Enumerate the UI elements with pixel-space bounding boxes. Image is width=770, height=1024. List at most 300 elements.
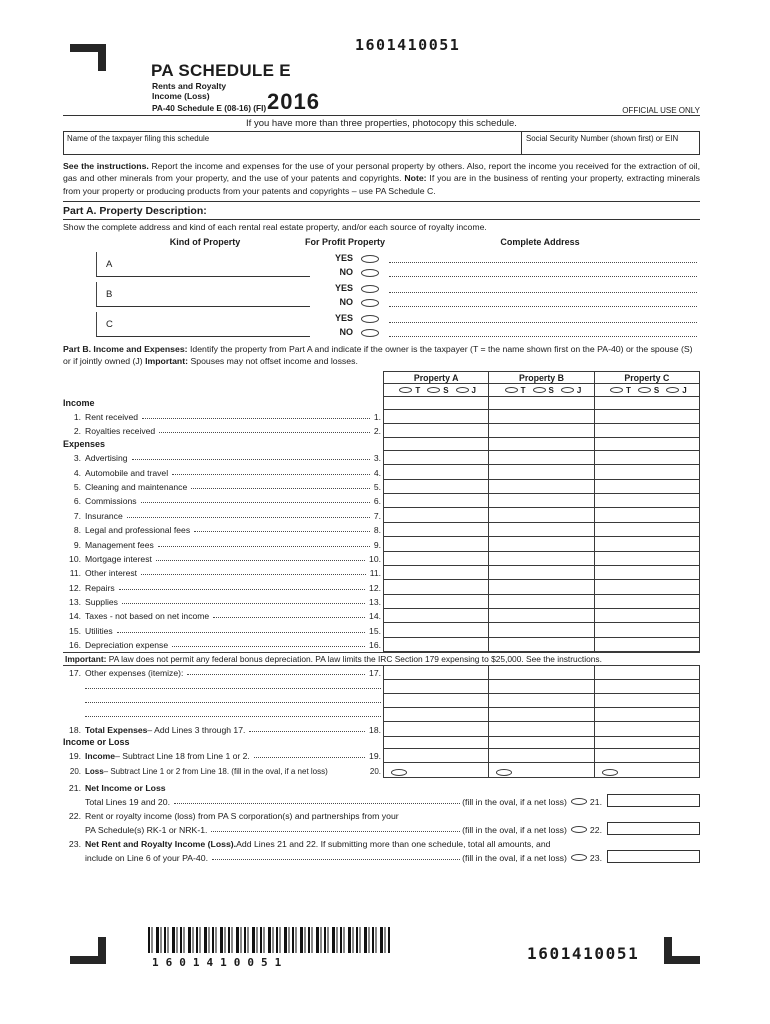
property-letter: C — [106, 318, 113, 330]
line-label: Legal and professional fees — [85, 525, 191, 536]
summary-lines — [63, 780, 700, 864]
property-b-header — [488, 371, 593, 384]
property-row-b — [63, 280, 700, 310]
property-a-label: Property A — [413, 372, 459, 383]
part-b-desc2-post: Spouses may not offset income and losses. — [188, 355, 358, 366]
amount-cell-property-a[interactable] — [383, 480, 488, 494]
property-columns-header-row — [63, 371, 700, 384]
line-number: 1. — [73, 411, 81, 422]
amount-cell-property-c[interactable] — [594, 749, 700, 763]
line-9-row — [63, 537, 700, 551]
line-19-row — [63, 749, 700, 763]
income-or-loss-section-row — [63, 737, 700, 750]
line-7-row — [63, 508, 700, 522]
line-number: 20. — [69, 766, 81, 776]
property-c-label: Property C — [624, 372, 670, 383]
line-23-entry-row — [63, 849, 700, 864]
line-number-trail: 21. — [589, 797, 602, 807]
column-header-complete-address: Complete Address — [500, 237, 580, 247]
amount-cell-property-a[interactable] — [383, 552, 488, 566]
amount-cell-property-a[interactable] — [383, 580, 488, 594]
property-letter: B — [106, 288, 113, 300]
line21-amount-box[interactable] — [607, 794, 700, 807]
owner-s-oval[interactable] — [638, 387, 651, 393]
amount-cell-property-a[interactable] — [383, 595, 488, 609]
line-5-row — [63, 480, 700, 494]
line-10-row — [63, 552, 700, 566]
amount-cell-property-b[interactable] — [488, 595, 593, 609]
line-label: Supplies — [85, 597, 118, 608]
line-number-trail: 16. — [369, 640, 381, 651]
amount-cell-property-a[interactable] — [383, 680, 488, 694]
line-label: Insurance — [85, 510, 123, 521]
line-number-trail: 22. — [589, 825, 602, 835]
line-number: 19. — [69, 751, 81, 762]
owner-t-oval[interactable] — [505, 387, 518, 393]
line-label: Management fees — [85, 539, 154, 550]
line-label: Cleaning and maintenance — [85, 481, 188, 492]
line-label: – Subtract Line 1 or 2 from Line 18. (fill in the oval, if a net loss) — [103, 766, 328, 776]
amount-cell-property-a[interactable] — [383, 638, 488, 652]
expenses-section-row — [63, 438, 700, 451]
line-number-trail: 3. — [373, 453, 381, 464]
amount-cell-property-b[interactable] — [488, 552, 593, 566]
net-loss-oval[interactable] — [602, 769, 618, 776]
part-a-rows — [63, 250, 700, 340]
line23-netloss-oval[interactable] — [571, 854, 587, 861]
official-use-only-label: OFFICIAL USE ONLY — [622, 106, 700, 115]
amount-cell-property-b[interactable] — [488, 580, 593, 594]
line-18-row — [63, 722, 700, 736]
barcode-number: 1601410051 — [152, 956, 289, 969]
dotted-leader — [119, 589, 365, 590]
form-title: PA SCHEDULE E — [151, 61, 291, 80]
owner-j-oval[interactable] — [456, 387, 469, 393]
amount-cell-property-c[interactable] — [594, 708, 700, 722]
line-number: 10. — [69, 553, 81, 564]
dotted-leader — [172, 646, 365, 647]
amount-cell-property-a[interactable] — [383, 537, 488, 551]
line-number-trail: 12. — [369, 582, 381, 593]
fill-oval-note: (fill in the oval, if a net loss) — [462, 853, 567, 863]
line-number: 6. — [73, 496, 81, 507]
part-a-description: Show the complete address and kind of each rental real estate property, and/or each source of royalty income. — [63, 222, 487, 232]
line-number: 13. — [69, 597, 81, 608]
profit-no-oval[interactable] — [361, 329, 379, 337]
amount-cell-property-c[interactable] — [594, 508, 700, 522]
line-12-row — [63, 580, 700, 594]
line-label: Other expenses (itemize): — [85, 668, 184, 679]
amount-cell-property-c[interactable] — [594, 451, 700, 465]
amount-cell-property-a[interactable] — [383, 763, 488, 777]
amount-cell-property-b[interactable] — [488, 451, 593, 465]
line-number-trail: 1. — [373, 411, 381, 422]
line-11-row — [63, 566, 700, 580]
kind-of-property-field-b[interactable] — [96, 282, 310, 307]
bonus-depreciation-note — [63, 652, 700, 666]
amount-cell-property-b[interactable] — [488, 508, 593, 522]
amount-cell-property-a[interactable] — [383, 566, 488, 580]
line-3-row — [63, 451, 700, 465]
dotted-leader — [117, 632, 365, 633]
amount-cell-property-b[interactable] — [488, 480, 593, 494]
line-14-row — [63, 609, 700, 623]
line-label: Royalties received — [85, 426, 156, 437]
owner-t-label: T — [415, 385, 421, 395]
column-header-for-profit-property: For Profit Property — [304, 237, 385, 247]
owner-select-row — [63, 384, 700, 397]
amount-cell-property-b[interactable] — [488, 609, 593, 623]
net-loss-oval[interactable] — [496, 769, 512, 776]
no-label: NO — [339, 297, 353, 307]
form-subtitle-line1: Rents and Royalty — [152, 81, 227, 91]
kind-of-property-field-a[interactable] — [96, 252, 310, 277]
owner-j-label: J — [682, 385, 687, 395]
amount-cell-property-b[interactable] — [488, 465, 593, 479]
line-number-trail: 17. — [369, 668, 381, 679]
line-number-trail: 8. — [373, 525, 381, 536]
amount-cell-property-a[interactable] — [383, 465, 488, 479]
dotted-leader — [254, 757, 365, 758]
amount-cell-property-c[interactable] — [594, 480, 700, 494]
part-b-heading: Part B. Income and Expenses: — [63, 344, 188, 354]
amount-cell-property-a[interactable] — [383, 451, 488, 465]
line21-netloss-oval[interactable] — [571, 798, 587, 805]
amount-cell-property-a[interactable] — [383, 708, 488, 722]
amount-cell-property-c[interactable] — [594, 722, 700, 736]
line-label-bold: Total Expenses — [85, 724, 148, 735]
amount-cell-property-b[interactable] — [488, 708, 593, 722]
line-label: Depreciation expense — [85, 640, 169, 651]
line23-amount-box[interactable] — [607, 850, 700, 863]
line-1-row — [63, 410, 700, 424]
dotted-leader — [191, 488, 370, 489]
line-21-text: Total Lines 19 and 20. — [85, 797, 171, 807]
grid-cell — [383, 397, 488, 410]
amount-cell-property-a[interactable] — [383, 666, 488, 680]
line22-netloss-oval[interactable] — [571, 826, 587, 833]
amount-cell-property-a[interactable] — [383, 494, 488, 508]
line-number-trail: 23. — [589, 853, 602, 863]
amount-cell-property-a[interactable] — [383, 749, 488, 763]
amount-cell-property-c[interactable] — [594, 494, 700, 508]
itemize-entry-line[interactable] — [85, 702, 381, 703]
registration-mark-bottom-left — [70, 937, 106, 964]
amount-cell-property-c[interactable] — [594, 763, 700, 777]
amount-cell-property-c[interactable] — [594, 609, 700, 623]
amount-cell-property-c[interactable] — [594, 410, 700, 424]
photocopy-note: If you have more than three properties, photocopy this schedule. — [246, 118, 517, 129]
fill-oval-note: (fill in the oval, if a net loss) — [462, 825, 567, 835]
amount-cell-property-b[interactable] — [488, 680, 593, 694]
dotted-leader — [212, 859, 460, 860]
amount-cell-property-b[interactable] — [488, 694, 593, 708]
address-line[interactable] — [389, 283, 697, 293]
amount-cell-property-b[interactable] — [488, 623, 593, 637]
instructions-paragraph — [63, 157, 700, 202]
owner-j-oval[interactable] — [666, 387, 679, 393]
taxpayer-name-field[interactable] — [64, 132, 521, 154]
line-number: 4. — [73, 467, 81, 478]
dotted-leader — [158, 546, 370, 547]
line-number-trail: 7. — [373, 510, 381, 521]
line-20-row — [63, 763, 700, 777]
part-b-intro-line2 — [63, 356, 700, 368]
line-23-text2: include on Line 6 of your PA-40. — [85, 853, 208, 863]
itemize-blank-row — [63, 680, 700, 694]
line-21-entry-row — [63, 793, 700, 808]
owner-j-label: J — [471, 385, 476, 395]
net-loss-oval[interactable] — [391, 769, 407, 776]
amount-cell-property-b[interactable] — [488, 749, 593, 763]
line-number-trail: 6. — [373, 496, 381, 507]
form-number-top: 1601410051 — [355, 36, 461, 54]
owner-select-property-a — [383, 384, 488, 397]
line-number: 7. — [73, 510, 81, 521]
amount-cell-property-a[interactable] — [383, 609, 488, 623]
taxpayer-name-label: Name of the taxpayer filing this schedule — [67, 134, 210, 143]
instructions-body2: If you are in the business of renting your property, extracting minerals from your property or producing products from your patents and copyrights – use PA Schedule C. — [63, 173, 700, 196]
line-4-row — [63, 465, 700, 479]
expenses-section-label: Expenses — [63, 438, 106, 449]
grid-cell — [488, 737, 593, 750]
line-21-title: Net Income or Loss — [85, 783, 166, 793]
profit-yes-oval[interactable] — [361, 285, 379, 293]
dotted-leader — [156, 560, 365, 561]
part-b-intro — [63, 344, 700, 367]
line-label: Advertising — [85, 453, 128, 464]
line-number: 12. — [69, 582, 81, 593]
profit-yes-oval[interactable] — [361, 255, 379, 263]
owner-select-property-c — [594, 384, 700, 397]
instructions-note-label: Note: — [404, 173, 427, 184]
line-number: 22. — [68, 811, 81, 821]
line-number-trail: 10. — [369, 553, 381, 564]
owner-s-oval[interactable] — [533, 387, 546, 393]
amount-cell-property-b[interactable] — [488, 763, 593, 777]
property-row-a — [63, 250, 700, 280]
registration-mark-bottom-right — [664, 937, 700, 964]
form-id: PA-40 Schedule E (08-16) (FI) — [152, 103, 267, 113]
income-or-loss-section-label: Income or Loss — [63, 737, 130, 748]
line-label: – Add Lines 3 through 17. — [147, 724, 246, 735]
line-label-bold: Loss — [85, 766, 104, 776]
dotted-leader — [211, 831, 460, 832]
amount-cell-property-b[interactable] — [488, 666, 593, 680]
amount-cell-property-a[interactable] — [383, 424, 488, 438]
amount-cell-property-c[interactable] — [594, 638, 700, 652]
amount-cell-property-b[interactable] — [488, 494, 593, 508]
line-number: 2. — [73, 426, 81, 437]
yes-label: YES — [334, 253, 353, 263]
yes-label: YES — [334, 313, 353, 323]
property-a-header — [383, 371, 488, 384]
amount-cell-property-a[interactable] — [383, 623, 488, 637]
line-label: Repairs — [85, 582, 115, 593]
profit-no-oval[interactable] — [361, 269, 379, 277]
owner-t-label: T — [520, 385, 526, 395]
instructions-body1: Report the income and expenses for the use of your personal property by others. Also, report the income you received for the extraction of oil, gas and other minerals from your property, and the use of your patents and copyrights. — [63, 161, 700, 184]
itemize-blank-row — [63, 694, 700, 708]
barcode — [148, 927, 390, 953]
profit-yes-oval[interactable] — [361, 315, 379, 323]
line-label: – Subtract Line 18 from Line 1 or 2. — [115, 751, 250, 762]
owner-j-label: J — [576, 385, 582, 395]
amount-cell-property-c[interactable] — [594, 666, 700, 680]
dotted-leader — [213, 617, 365, 618]
line-number-trail: 4. — [373, 467, 381, 478]
fill-oval-note: (fill in the oval, if a net loss) — [462, 797, 567, 807]
amount-cell-property-b[interactable] — [488, 566, 593, 580]
owner-s-oval[interactable] — [427, 387, 440, 393]
important-label: Important: — [65, 654, 107, 665]
amount-cell-property-c[interactable] — [594, 694, 700, 708]
grid-cell — [594, 737, 700, 750]
line-21-title-row — [63, 780, 700, 793]
line-number-trail: 20. — [369, 766, 381, 776]
dotted-leader — [174, 803, 460, 804]
line-13-row — [63, 595, 700, 609]
grid-cell — [594, 438, 700, 451]
line-number: 17. — [69, 668, 81, 679]
line-number: 21. — [68, 783, 81, 793]
address-line[interactable] — [389, 313, 697, 323]
address-line[interactable] — [389, 297, 697, 307]
amount-cell-property-c[interactable] — [594, 580, 700, 594]
property-row-c — [63, 310, 700, 340]
property-letter: A — [106, 258, 113, 270]
ssn-field[interactable] — [521, 132, 699, 154]
owner-t-label: T — [625, 385, 631, 395]
part-b-desc1: Identify the property from Part A and indicate if the owner is the taxpayer (T = the name shown first on the PA-40) or the spouse (S) — [187, 344, 693, 354]
amount-cell-property-b[interactable] — [488, 410, 593, 424]
no-label: NO — [339, 267, 353, 277]
itemize-entry-line[interactable] — [85, 688, 381, 689]
part-b-desc2-pre: or if jointly owned (J) — [63, 355, 146, 366]
line22-amount-box[interactable] — [607, 822, 700, 835]
line-number-trail: 13. — [369, 597, 381, 608]
amount-cell-property-c[interactable] — [594, 523, 700, 537]
part-b-table — [63, 371, 700, 778]
line-6-row — [63, 494, 700, 508]
income-section-label: Income — [63, 397, 95, 408]
line-number-trail: 5. — [373, 481, 381, 492]
line-number-trail: 2. — [373, 426, 381, 437]
itemize-entry-line[interactable] — [85, 716, 381, 717]
line-number-trail: 11. — [369, 568, 381, 579]
dotted-leader — [127, 517, 370, 518]
line-label-bold: Income — [85, 751, 116, 762]
line-22-entry-row — [63, 821, 700, 836]
owner-s-label: S — [653, 385, 660, 395]
dotted-leader — [194, 531, 370, 532]
owner-s-label: S — [443, 385, 449, 395]
no-label: NO — [339, 327, 353, 337]
kind-of-property-field-c[interactable] — [96, 312, 310, 337]
amount-cell-property-c[interactable] — [594, 424, 700, 438]
grid-cell — [383, 737, 488, 750]
itemize-blank-row — [63, 708, 700, 722]
amount-cell-property-b[interactable] — [488, 638, 593, 652]
line-number: 18. — [69, 724, 81, 735]
income-section-row — [63, 397, 700, 410]
line-label: Mortgage interest — [85, 553, 152, 564]
line-number-trail: 14. — [369, 611, 381, 622]
form-subtitle-line2: Income (Loss) — [152, 91, 210, 101]
address-line[interactable] — [389, 267, 697, 277]
amount-cell-property-c[interactable] — [594, 552, 700, 566]
owner-t-oval[interactable] — [610, 387, 623, 393]
amount-cell-property-b[interactable] — [488, 722, 593, 736]
line-8-row — [63, 523, 700, 537]
dotted-leader — [132, 459, 370, 460]
line-label: Utilities — [85, 625, 113, 636]
part-b-important-label: Important: — [145, 355, 189, 366]
yes-label: YES — [334, 283, 353, 293]
amount-cell-property-b[interactable] — [488, 537, 593, 551]
amount-cell-property-b[interactable] — [488, 424, 593, 438]
line-23-title: Net Rent and Royalty Income (Loss). — [85, 839, 237, 849]
line-number-trail: 9. — [373, 539, 381, 550]
registration-mark-top-left — [70, 44, 106, 71]
owner-s-label: S — [548, 385, 554, 395]
line-23-title-row — [63, 836, 700, 849]
amount-cell-property-c[interactable] — [594, 537, 700, 551]
line-22-title-row — [63, 808, 700, 821]
amount-cell-property-c[interactable] — [594, 680, 700, 694]
dotted-leader — [142, 418, 370, 419]
dotted-leader — [187, 674, 365, 675]
address-line[interactable] — [389, 253, 697, 263]
line-15-row — [63, 623, 700, 637]
line-17-row — [63, 666, 700, 680]
amount-cell-property-a[interactable] — [383, 694, 488, 708]
header-divider — [63, 115, 700, 116]
amount-cell-property-c[interactable] — [594, 566, 700, 580]
owner-t-oval[interactable] — [399, 387, 412, 393]
profit-no-oval[interactable] — [361, 299, 379, 307]
amount-cell-property-c[interactable] — [594, 595, 700, 609]
dotted-leader — [159, 432, 370, 433]
line-number: 23. — [68, 839, 81, 849]
amount-cell-property-a[interactable] — [383, 508, 488, 522]
line-22-text1: Rent or royalty income (loss) from PA S corporation(s) and partnerships from your — [85, 811, 399, 821]
line-label: Automobile and travel — [85, 467, 169, 478]
important-text: PA law does not permit any federal bonus depreciation. PA law limits the IRC Section 179 expensing to $25,000. See the instructions. — [106, 654, 602, 665]
amount-cell-property-a[interactable] — [383, 410, 488, 424]
line-number-trail: 15. — [369, 625, 381, 636]
line-label: Commissions — [85, 496, 137, 507]
amount-cell-property-a[interactable] — [383, 722, 488, 736]
amount-cell-property-c[interactable] — [594, 465, 700, 479]
column-header-kind-of-property: Kind of Property — [169, 237, 241, 247]
amount-cell-property-a[interactable] — [383, 523, 488, 537]
line-label: Other interest — [85, 568, 138, 579]
line-number: 11. — [69, 568, 81, 579]
owner-j-oval[interactable] — [561, 387, 574, 393]
line-number: 5. — [73, 481, 81, 492]
line-22-text2: PA Schedule(s) RK-1 or NRK-1. — [85, 825, 208, 835]
owner-select-property-b — [488, 384, 593, 397]
amount-cell-property-c[interactable] — [594, 623, 700, 637]
address-line[interactable] — [389, 327, 697, 337]
form-year: 2016 — [267, 89, 320, 114]
taxpayer-info-box — [63, 131, 700, 155]
ssn-label: Social Security Number (shown first) or EIN — [526, 134, 679, 143]
instructions-lead: See the instructions. — [63, 161, 149, 171]
grid-cell — [594, 397, 700, 410]
amount-cell-property-b[interactable] — [488, 523, 593, 537]
